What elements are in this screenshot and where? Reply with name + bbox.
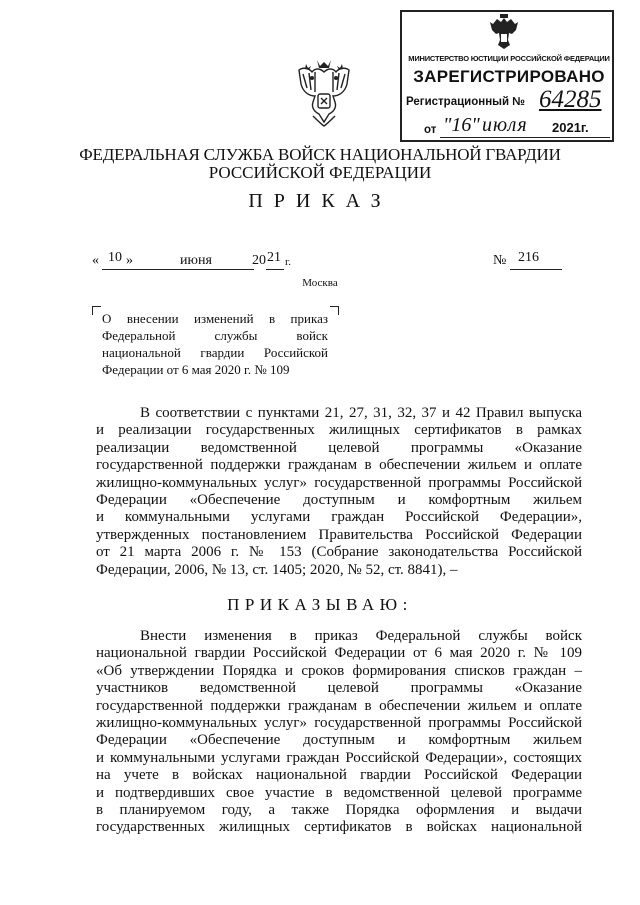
- agency-name-line1: ФЕДЕРАЛЬНАЯ СЛУЖБА ВОЙСК НАЦИОНАЛЬНОЙ ГВАРДИИ: [79, 145, 561, 164]
- stamp-registered-text: ЗАРЕГИСТРИРОВАНО: [413, 67, 605, 86]
- stamp-date-prefix: от: [424, 124, 437, 136]
- paragraph-line: Федерации «Обеспечение доступным и комфортным жильем: [96, 492, 582, 509]
- document-type-title: ПРИКАЗ: [248, 190, 392, 212]
- paragraph-line: Внести изменения в приказ Федеральной службы войск: [140, 628, 582, 644]
- paragraph-line: Федерации «Обеспечение доступным и комфортным жильем: [96, 732, 582, 749]
- subject-line: Федерации от 6 мая 2020 г. № 109: [102, 362, 290, 377]
- date-open-quote: «: [92, 253, 99, 268]
- date-year-unit: г.: [285, 256, 292, 268]
- stamp-registration-number: 64285: [539, 86, 602, 113]
- registration-stamp: [400, 10, 614, 142]
- paragraph-line: «Об утверждении Порядка и сроков формирования списков граждан –: [96, 662, 582, 679]
- paragraph-line: и коммунальными услугами граждан Российской Федерации»,: [96, 509, 582, 526]
- date-year-prefix: 20: [252, 253, 266, 268]
- date-close-quote: »: [126, 253, 133, 268]
- date-day: 10: [108, 250, 122, 265]
- directive-paragraph: [96, 628, 582, 837]
- stamp-date-underline: [440, 137, 610, 138]
- paragraph-line: в планируемом году, а также Порядка оформления и выдачи: [96, 802, 582, 819]
- paragraph-line: государственной поддержки гражданам в обеспечении жильем и оплате: [96, 457, 582, 474]
- city-name: Москва: [302, 277, 338, 289]
- paragraph-line: от 21 марта 2006 г. № 153 (Собрание законодательства Российской: [96, 544, 582, 561]
- agency-name-line2: РОССИЙСКОЙ ФЕДЕРАЦИИ: [208, 163, 432, 182]
- coat-of-arms-icon: [293, 58, 355, 128]
- date-month: июня: [180, 253, 212, 268]
- paragraph-line: государственных жилищных сертификатов в войсках национальной: [96, 819, 582, 836]
- paragraph-line: Федерации, 2006, № 13, ст. 1405; 2020, № 52, ст. 8841), –: [96, 561, 458, 578]
- stamp-registration-label: Регистрационный №: [406, 96, 526, 108]
- paragraph-line: В соответствии с пунктами 21, 27, 31, 32, 37 и 42 Правил выпуска: [140, 405, 582, 421]
- paragraph-line: и реализации государственных жилищных сертификатов в рамках: [96, 422, 582, 439]
- subject-line: национальной гвардии Российской: [102, 345, 328, 360]
- paragraph-line: жилищно-коммунальных услуг» государственной программы Российской: [96, 715, 582, 732]
- stamp-date-month: июля: [482, 114, 528, 136]
- order-number-label: №: [493, 253, 507, 268]
- subject-line: Федеральной службы войск: [102, 328, 328, 343]
- preamble-paragraph: [96, 405, 582, 579]
- stamp-date-year: 2021г.: [552, 120, 589, 135]
- subject-bracket-right: [330, 306, 339, 315]
- stamp-ministry-text: МИНИСТЕРСТВО ЮСТИЦИИ РОССИЙСКОЙ ФЕДЕРАЦИИ: [408, 54, 610, 63]
- order-directive-heading: ПРИКАЗЫВАЮ:: [227, 595, 413, 614]
- paragraph-line: государственной поддержки гражданам в обеспечении жильем и оплате: [96, 697, 582, 714]
- stamp-emblem-icon: [487, 14, 521, 52]
- document-subject: [102, 310, 328, 378]
- paragraph-line: и подтвердивших свое участие в ведомственной целевой программе: [96, 784, 582, 801]
- paragraph-line: национальной гвардии Российской Федерации от 6 мая 2020 г. № 109: [96, 645, 582, 662]
- paragraph-line: на учете в войсках национальной гвардии Российской Федерации: [96, 767, 582, 784]
- subject-line: О внесении изменений в приказ: [102, 311, 328, 326]
- paragraph-line: и коммунальными услугами граждан Российской Федерации», состоящих: [96, 749, 582, 766]
- order-number: 216: [518, 250, 539, 265]
- subject-bracket-left: [92, 306, 101, 315]
- paragraph-line: реализации ведомственной целевой программы «Оказание: [96, 439, 582, 456]
- date-year-suffix: 21: [267, 250, 281, 265]
- stamp-date-day: "16": [443, 114, 480, 136]
- paragraph-line: участников ведомственной целевой программы «Оказание: [96, 680, 582, 697]
- paragraph-line: утвержденных постановлением Правительства Российской Федерации: [96, 526, 582, 543]
- paragraph-line: жилищно-коммунальных услуг» государственной программы Российской: [96, 474, 582, 491]
